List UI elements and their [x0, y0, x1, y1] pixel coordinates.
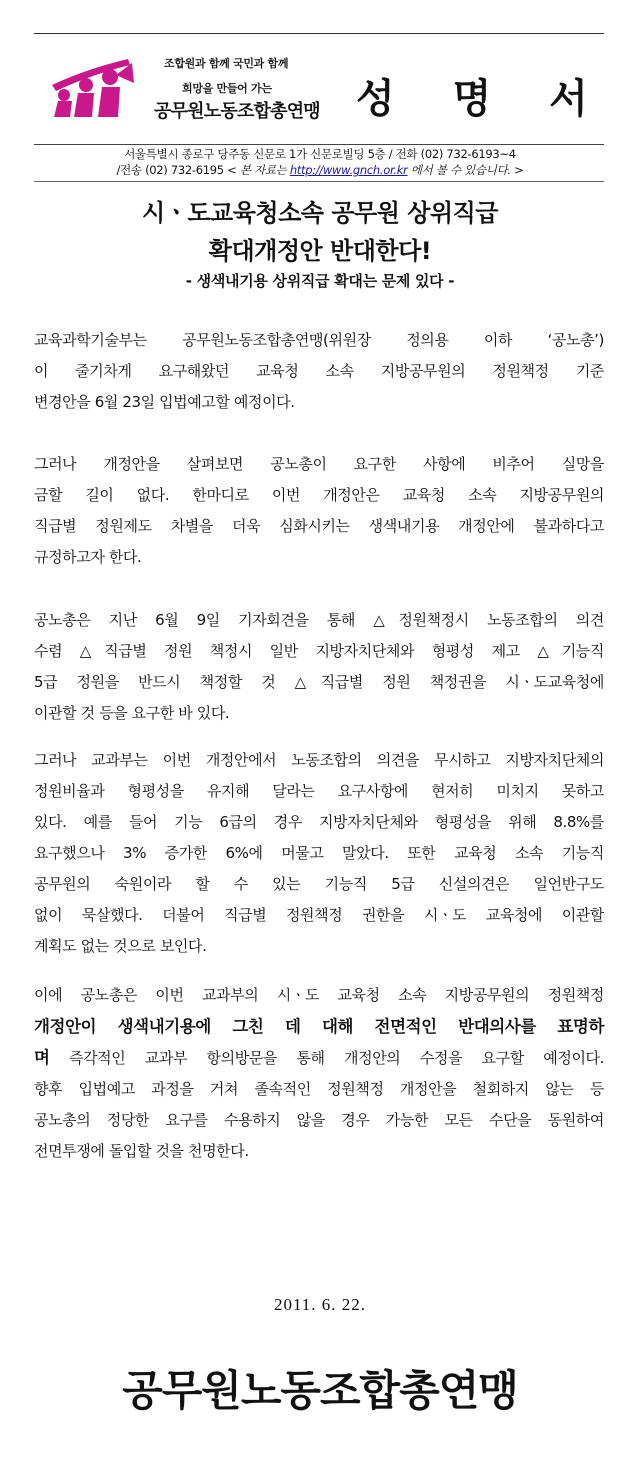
fax-text: /전송 (02) 732-6195 <	[116, 163, 237, 177]
header-divider	[34, 144, 604, 145]
contact-line-1: 서울특별시 종로구 당주동 신문로 1가 신문로빌딩 5층 / 전화 (02) 732-6193~4	[124, 147, 516, 161]
document-type: 성 명 서	[356, 76, 610, 122]
text-line: 이에 공노총은 이번 교과부의 시ㆍ도 교육청 소속 지방공무원의 정원책정	[34, 986, 604, 1004]
headline-line-2: 확대개정안 반대한다!	[208, 237, 432, 265]
headline-line-1: 시ㆍ도교육청소속 공무원 상위직급	[142, 199, 498, 227]
website-link[interactable]: http://www.gnch.or.kr	[289, 163, 408, 177]
paragraph-3	[34, 605, 604, 729]
source-note-suffix: 에서 볼 수 있습니다. >	[407, 163, 524, 177]
emphasis-fragment: 며	[34, 1048, 50, 1067]
text-line: 공노총은 지난 6월 9일 기자회견을 통해 △정원책정시 노동조합의 의견	[34, 611, 604, 629]
paragraph-1	[34, 325, 604, 418]
source-note: 본 자료는	[236, 163, 290, 177]
text-line: 이관할 것 등을 요구한 바 있다.	[34, 704, 230, 722]
text-line: 수렴 △직급별 정원 책정시 일반 지방자치단체와 형평성 제고 △기능직	[34, 642, 604, 660]
text-line: 이 줄기차게 요구해왔던 교육청 소속 지방공무원의 정원책정 기준	[34, 362, 604, 380]
tagline-1: 조합원과 함께 국민과 함께	[164, 57, 289, 70]
text-fragment: 즉각적인 교과부 항의방문을 통해 개정안의 수정을 요구할 예정이다.	[49, 1049, 604, 1067]
emphasis-line: 개정안이 생색내기용에 그친 데 대해 전면적인 반대의사를 표명하	[34, 1017, 604, 1036]
issue-date: 2011. 6. 22.	[273, 1295, 367, 1314]
text-line: 금할 길이 없다. 한마디로 이번 개정안은 교육청 소속 지방공무원의	[34, 486, 604, 504]
paragraph-4	[34, 745, 604, 962]
subtitle: - 생색내기용 상위직급 확대는 문제 있다 -	[185, 272, 455, 290]
text-line: 그러나 교과부는 이번 개정안에서 노동조합의 의견을 무시하고 지방자치단체의	[34, 751, 604, 769]
text-line: 5급 정원을 반드시 책정할 것 △직급별 정원 책정권을 시ㆍ도교육청에	[34, 673, 604, 691]
union-logo-icon	[46, 55, 138, 119]
text-line: 변경안을 6월 23일 입법예고할 예정이다.	[34, 393, 295, 411]
contact-line-2	[40, 162, 600, 178]
text-line: 있다. 예를 들어 기능 6급의 경우 지방자치단체와 형평성을 위해 8.8%를	[34, 813, 604, 831]
text-line: 계획도 없는 것으로 보인다.	[34, 937, 207, 955]
text-line: 교육과학기술부는 공무원노동조합총연맹(위원장 정의용 이하 ‘공노총’)	[34, 331, 604, 349]
text-line: 규정하고자 한다.	[34, 548, 142, 566]
paragraph-5	[34, 980, 604, 1167]
text-line: 향후 입법예고 과정을 거쳐 졸속적인 정원책정 개정안을 철회하지 않는 등	[34, 1080, 604, 1098]
text-line: 전면투쟁에 돌입할 것을 천명한다.	[34, 1142, 249, 1160]
text-line: 직급별 정원제도 차별을 더욱 심화시키는 생색내기용 개정안에 불과하다고	[34, 517, 604, 535]
text-line: 그러나 개정안을 살펴보면 공노총이 요구한 사항에 비추어 실망을	[34, 455, 604, 473]
text-line: 요구했으나 3% 증가한 6%에 머물고 말았다. 또한 교육청 소속 기능직	[34, 844, 604, 862]
text-line: 공무원의 숙원이라 할 수 있는 기능직 5급 신설의견은 일언반구도	[34, 875, 604, 893]
paragraph-2	[34, 449, 604, 573]
text-line: 없이 묵살했다. 더불어 직급별 정원책정 권한을 시ㆍ도 교육청에 이관할	[34, 906, 604, 924]
mixed-line	[34, 1042, 604, 1074]
contact-divider	[34, 181, 604, 182]
text-line: 공노총의 정당한 요구를 수용하지 않을 경우 가능한 모든 수단을 동원하여	[34, 1111, 604, 1129]
signature-org: 공무원노동조합총연맹	[122, 1366, 518, 1415]
text-line: 정원비율과 형평성을 유지해 달라는 요구사항에 현저히 미치지 못하고	[34, 782, 604, 800]
contact-info	[40, 146, 600, 178]
org-name: 공무원노동조합총연맹	[154, 101, 320, 122]
letterhead	[34, 33, 610, 144]
tagline-2: 희망을 만들어 가는	[182, 82, 272, 95]
